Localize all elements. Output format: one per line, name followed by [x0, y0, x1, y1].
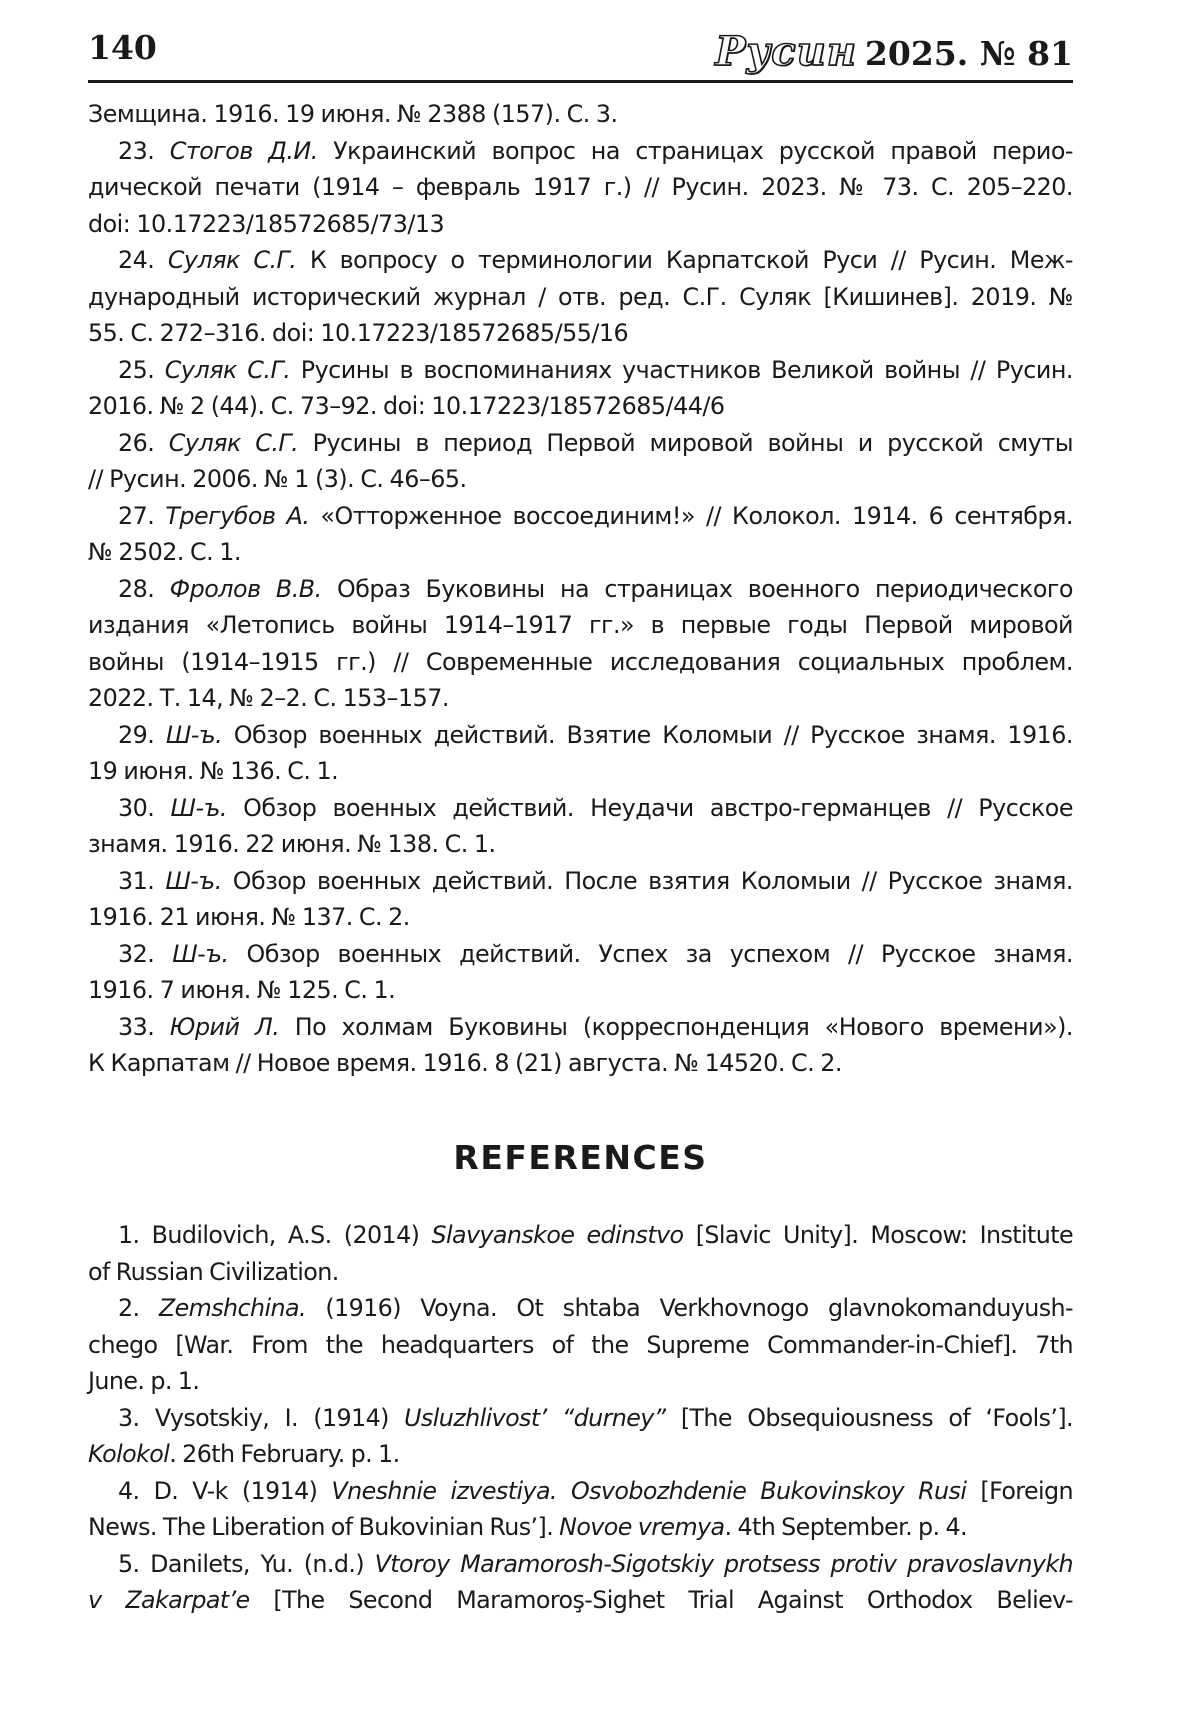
journal-name: Русин [715, 28, 857, 75]
reference-entry: 1. Budilovich, A.S. (2014) Slavyanskoe edinstvo [Slavic Unity]. Moscow: Institute of Russian Civilization. [88, 1221, 1074, 1286]
reference-entry: 4. D. V-k (1914) Vneshnie izvestiya. Osvobozhdenie Bukovinskoy Rusi [Foreign News. The Liberation of Bukovinian Rus’]. Novoe vremya. 4th September. p. 4. [88, 1476, 1073, 1541]
journal-title [715, 28, 1073, 75]
bibliography-entry: 26. Суляк С.Г. Русины в период Первой мировой войны и русской смуты // Русин. 2006. № 1 (3). С. 46–65. [88, 428, 1073, 493]
entry-author: Фролов В.В. [169, 574, 322, 603]
bibliography-entry: 23. Стогов Д.И. Украинский вопрос на страницах русской правой перио- дической печати (1914 – февраль 1917 г.) // Русин. 2023. № 73. С. 205–220. doi: 10.17223/18572685/73/13 [88, 136, 1073, 238]
bibliography-continuation: Земщина. 1916. 19 июня. № 2388 (157). С. 3. [88, 100, 618, 128]
entry-author: Юрий Л. [169, 1012, 280, 1041]
page-number: 140 [88, 28, 157, 67]
entry-author: Трегубов А. [165, 501, 310, 530]
entry-author: Стогов Д.И. [169, 136, 318, 165]
reference-entry: 3. Vysotskiy, I. (1914) Usluzhlivost’ “durney” [The Obsequiousness of ‘Fools’]. Kolokol. 26th February. p. 1. [88, 1403, 1073, 1468]
journal-issue: 2025. № 81 [864, 34, 1073, 73]
reference-entry: 5. Danilets, Yu. (n.d.) Vtoroy Maramorosh-Sigotskiy protsess protiv pravoslavnykh v Zakarpat’e [The Second Maramoroş-Sighet Trial Against Orthodox Believ- [88, 1549, 1074, 1614]
bibliography-entry: 32. Ш-ъ. Обзор военных действий. Успех за успехом // Русское знамя. 1916. 7 июня. № 125. С. 1. [88, 939, 1073, 1004]
bibliography-list [88, 96, 1073, 1082]
bibliography-entry: 29. Ш-ъ. Обзор военных действий. Взятие Коломыи // Русское знамя. 1916. 19 июня. № 136. С. 1. [88, 720, 1073, 785]
page-header [88, 24, 1073, 83]
bibliography-entry: 31. Ш-ъ. Обзор военных действий. После взятия Коломыи // Русское знамя. 1916. 21 июня. № 137. С. 2. [88, 866, 1073, 931]
entry-author: Суляк С.Г. [168, 428, 299, 457]
bibliography-entry: 33. Юрий Л. По холмам Буковины (корреспонденция «Нового времени»). К Карпатам // Новое время. 1916. 8 (21) августа. № 14520. С. 2. [88, 1012, 1073, 1077]
bibliography-entry: 30. Ш-ъ. Обзор военных действий. Неудачи австро-германцев // Русское знамя. 1916. 22 июня. № 138. С. 1. [88, 793, 1073, 858]
reference-entry: 2. Zemshchina. (1916) Voyna. Ot shtaba Verkhovnogo glavnokomanduyush- chego [War. From the headquarters of the Supreme Commander-in-Chief]. 7th June. p. 1. [88, 1294, 1073, 1395]
entry-author: Ш-ъ. [170, 793, 227, 822]
entry-author: Ш-ъ. [172, 939, 229, 968]
entry-author: Ш-ъ. [165, 866, 222, 895]
bibliography-entry: 25. Суляк С.Г. Русины в воспоминаниях участников Великой войны // Русин. 2016. № 2 (44). С. 73–92. doi: 10.17223/18572685/44/6 [88, 355, 1073, 420]
entry-author: Суляк С.Г. [164, 355, 291, 384]
entry-author: Ш-ъ. [165, 720, 223, 749]
references-list [88, 1217, 1073, 1619]
bibliography-entry: 27. Трегубов А. «Отторженное воссоединим!» // Колокол. 1914. 6 сентября. № 2502. С. 1. [88, 501, 1073, 566]
bibliography-entry: 28. Фролов В.В. Образ Буковины на страницах военного периодического издания «Летопись войны 1914–1917 гг.» в первые годы Первой мировой войны (1914–1915 гг.) // Современные исследования социальных проблем. 2022. Т. 14, № 2–2. С. 153–157. [88, 574, 1073, 712]
references-heading: REFERENCES [453, 1138, 708, 1177]
entry-author: Суляк С.Г. [167, 246, 297, 274]
bibliography-entry: 24. Суляк С.Г. К вопросу о терминологии Карпатской Руси // Русин. Меж- дународный исторический журнал / отв. ред. С.Г. Суляк [Кишинев]. 2019. № 55. С. 272–316. doi: 10.17223/18572685/55/16 [88, 246, 1073, 347]
